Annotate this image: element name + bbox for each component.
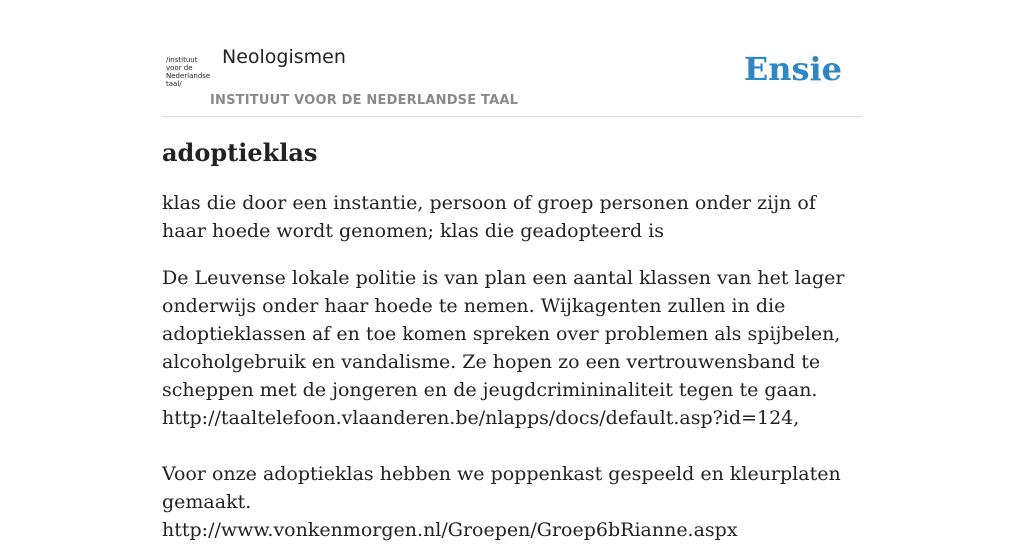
example-text: De Leuvense lokale politie is van plan een aantal klassen van het lager onderwijs onder haar hoede te nemen. Wijkagenten zullen in die adoptieklassen af en toe komen spreken over problemen als spijbelen, alcoholgebruik en vandalisme. Ze hopen zo een vertrouwensband te scheppen met de jongeren en de jeugdcrimininaliteit tegen te gaan.: [162, 267, 845, 401]
site-subtitle: INSTITUUT VOOR DE NEDERLANDSE TAAL: [210, 93, 519, 108]
brand-logo[interactable]: Ensie: [743, 50, 842, 88]
example-source: http://www.vonkenmorgen.nl/Groepen/Groep6bRianne.aspx: [162, 519, 738, 541]
site-title[interactable]: Neologismen: [222, 46, 346, 68]
entry-content: [162, 138, 862, 544]
example-source: http://taaltelefoon.vlaanderen.be/nlapps/docs/default.asp?id=124,: [162, 407, 800, 429]
institute-logo[interactable]: /instituut voor de Nederlandse taal/: [166, 56, 211, 88]
entry-term: adoptieklas: [162, 138, 318, 167]
entry-examples: [162, 264, 862, 544]
header: [162, 38, 862, 117]
spacer: [162, 432, 862, 460]
entry-definition: klas die door een instantie, persoon of groep personen onder zijn of haar hoede wordt genomen; klas die geadopteerd is: [162, 192, 816, 242]
example-text: Voor onze adoptieklas hebben we poppenkast gespeeld en kleurplaten gemaakt.: [162, 463, 841, 513]
